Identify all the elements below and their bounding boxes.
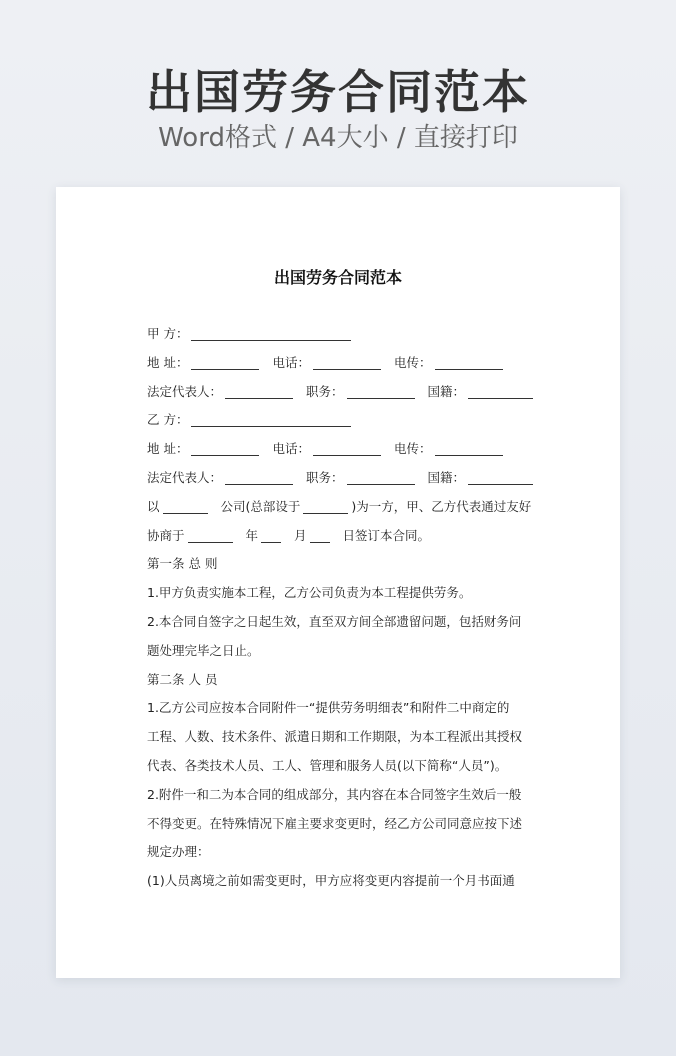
- phone-label: 电话：: [272, 354, 310, 370]
- party-a-address-line: [147, 349, 533, 378]
- article-heading: 第一条 总 则: [147, 556, 218, 572]
- paragraph-line: 规定办理：: [147, 844, 210, 860]
- rep-blank[interactable]: [225, 471, 293, 485]
- paragraph-line: 2.附件一和二为本合同的组成部分，其内容在本合同签字生效后一般: [147, 786, 522, 802]
- fax-blank[interactable]: [435, 442, 503, 456]
- intro-text: 以: [147, 498, 160, 514]
- paragraph-line: (1)人员离境之前如需变更时，甲方应将变更内容提前一个月书面通: [147, 873, 515, 889]
- position-label: 职务：: [306, 469, 344, 485]
- position-blank[interactable]: [347, 385, 415, 399]
- party-a-label: 甲 方：: [147, 326, 189, 341]
- party-b-label: 乙 方：: [147, 412, 189, 428]
- phone-blank[interactable]: [313, 356, 381, 370]
- company-blank[interactable]: [163, 500, 208, 514]
- nationality-label: 国籍：: [427, 469, 466, 485]
- party-b-line: [147, 406, 533, 435]
- rep-label: 法定代表人：: [147, 469, 223, 485]
- banner-title: 出国劳务合同范本: [146, 65, 530, 119]
- party-a-blank[interactable]: [191, 327, 351, 341]
- article-heading: 第二条 人 员: [147, 671, 218, 687]
- nationality-label: 国籍：: [427, 383, 466, 399]
- rep-blank[interactable]: [225, 385, 293, 399]
- paragraph-line: 1.乙方公司应按本合同附件一“提供劳务明细表”和附件二中商定的: [147, 700, 510, 716]
- intro-text: 月: [294, 527, 307, 543]
- document-page: [56, 187, 620, 978]
- day-blank[interactable]: [310, 529, 330, 543]
- address-blank[interactable]: [191, 356, 259, 370]
- party-b-address-line: [147, 435, 533, 464]
- fax-label: 电传：: [394, 441, 432, 457]
- location-blank[interactable]: [188, 529, 233, 543]
- position-blank[interactable]: [347, 471, 415, 485]
- party-a-rep-line: [147, 378, 533, 407]
- address-label: 地 址：: [147, 354, 189, 370]
- intro-text: 公司(总部设于: [220, 498, 301, 514]
- fax-blank[interactable]: [435, 356, 503, 370]
- document-title: 出国劳务合同范本: [273, 268, 402, 287]
- intro-text: 协商于: [147, 527, 185, 543]
- paragraph-line: 题处理完毕之日止。: [147, 642, 260, 658]
- party-b-rep-line: [147, 464, 533, 493]
- intro-text: 年: [245, 527, 259, 543]
- document-body: [147, 320, 533, 896]
- party-a-line: [147, 320, 533, 349]
- intro-text: 日签订本合同。: [342, 527, 431, 543]
- address-label: 地 址：: [147, 441, 189, 457]
- intro-text: )为一方，甲、乙方代表通过友好: [351, 498, 532, 514]
- paragraph-line: 不得变更。在特殊情况下雇主要求变更时，经乙方公司同意应按下述: [147, 815, 523, 831]
- paragraph-line: 工程、人数、技术条件、派遣日期和工作期限，为本工程派出其授权: [147, 729, 523, 745]
- intro-line-2: [147, 522, 533, 551]
- paragraph-line: 1.甲方负责实施本工程，乙方公司负责为本工程提供劳务。: [147, 585, 472, 601]
- party-b-blank[interactable]: [191, 413, 351, 427]
- phone-label: 电话：: [272, 441, 310, 457]
- address-blank[interactable]: [191, 442, 259, 456]
- intro-line-1: [147, 493, 533, 522]
- phone-blank[interactable]: [313, 442, 381, 456]
- paragraph-line: 2.本合同自签字之日起生效，直至双方间全部遗留问题，包括财务问: [147, 613, 522, 629]
- position-label: 职务：: [306, 383, 344, 399]
- hq-blank[interactable]: [303, 500, 348, 514]
- fax-label: 电传：: [394, 354, 432, 370]
- rep-label: 法定代表人：: [147, 383, 223, 399]
- banner-subtitle: Word格式 / A4大小 / 直接打印: [158, 123, 518, 153]
- paragraph-line: 代表、各类技术人员、工人、管理和服务人员(以下简称“人员”)。: [147, 757, 508, 773]
- nationality-blank[interactable]: [468, 471, 533, 485]
- nationality-blank[interactable]: [468, 385, 533, 399]
- month-blank[interactable]: [261, 529, 281, 543]
